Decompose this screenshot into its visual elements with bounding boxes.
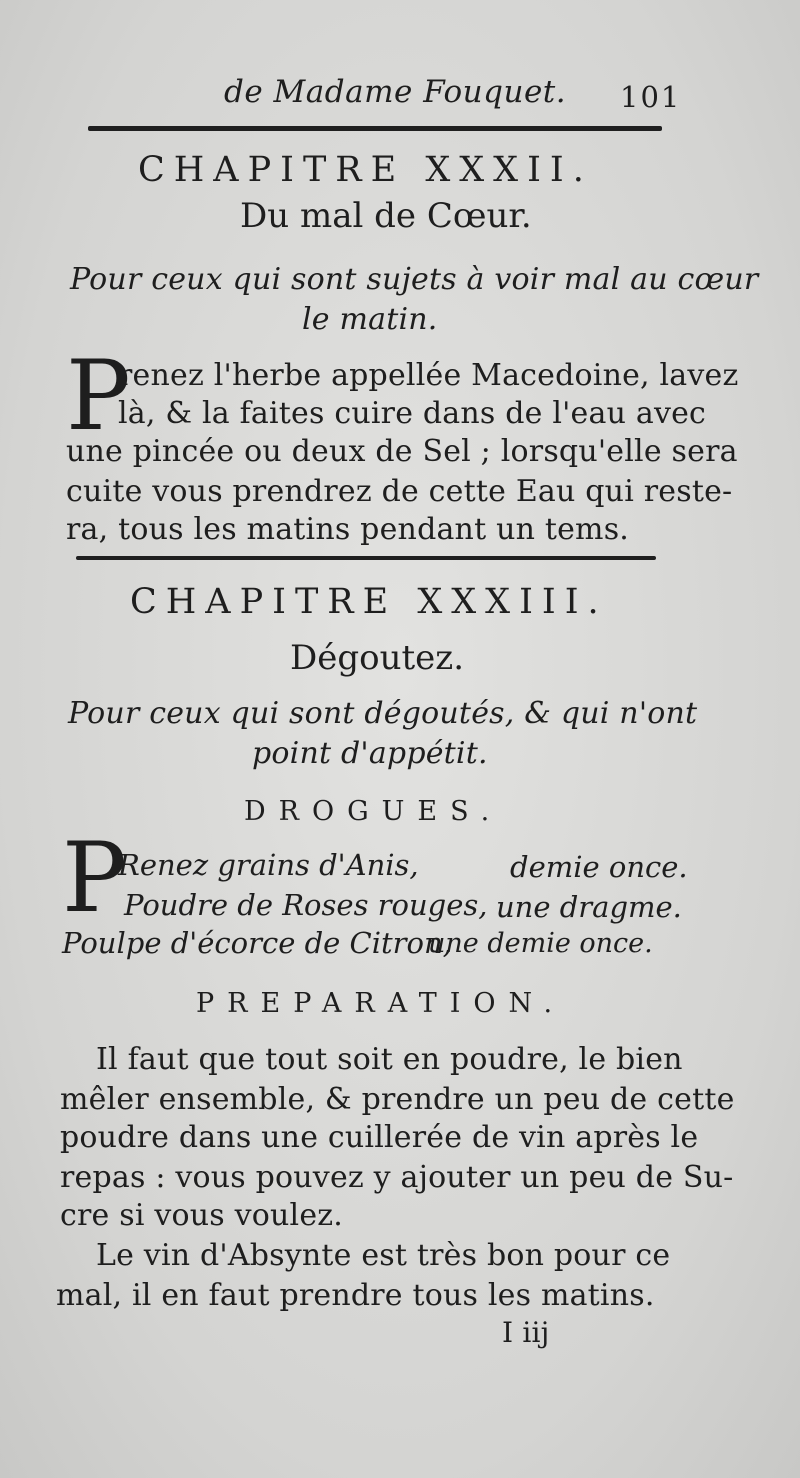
chapter-32-body-line-1: renez l'herbe appellée Macedoine, lavez	[118, 358, 739, 393]
chapter-32-body-line-3: une pincée ou deux de Sel ; lorsqu'elle sera	[66, 434, 738, 469]
drug-name-2: Poudre de Roses rouges,	[124, 888, 488, 922]
preparation-line-3: poudre dans une cuillerée de vin après le	[60, 1120, 699, 1155]
preparation-heading: PREPARATION.	[196, 988, 566, 1019]
chapter-32-body-line-2: là, & la faites cuire dans de l'eau avec	[118, 396, 707, 431]
chapter-33-subtitle: Dégoutez.	[290, 638, 465, 678]
drug-quantity-2: une dragme.	[496, 890, 682, 924]
chapter-32-body-line-5: ra, tous les matins pendant un tems.	[66, 512, 630, 547]
signature-mark: I iij	[502, 1316, 550, 1349]
chapter-33-drop-cap: P	[62, 822, 127, 934]
chapter-32-title: CHAPITRE XXXII.	[138, 150, 593, 190]
chapter-32-rubric-line-1: Pour ceux qui sont sujets à voir mal au cœur	[70, 262, 759, 297]
chapter-33-rubric-line-1: Pour ceux qui sont dégoutés, & qui n'ont	[68, 696, 698, 731]
drug-quantity-1: demie once.	[510, 850, 688, 884]
preparation-line-4: repas : vous pouvez y ajouter un peu de Su-	[60, 1160, 734, 1195]
absinthe-line-1: Le vin d'Absynte est très bon pour ce	[96, 1238, 671, 1273]
chapter-32-rubric-line-2: le matin.	[302, 302, 438, 337]
drug-quantity-3: une demie once.	[428, 928, 653, 959]
chapter-divider-rule	[76, 556, 656, 560]
preparation-line-2: mêler ensemble, & prendre un peu de cette	[60, 1082, 735, 1117]
chapter-33-title: CHAPITRE XXXIII.	[130, 582, 608, 622]
drug-name-1: Renez grains d'Anis,	[118, 848, 419, 882]
preparation-line-5: cre si vous voulez.	[60, 1198, 344, 1233]
preparation-line-1: Il faut que tout soit en poudre, le bien	[96, 1042, 683, 1077]
chapter-32-body-line-4: cuite vous prendrez de cette Eau qui reste-	[66, 474, 733, 509]
chapter-32-subtitle: Du mal de Cœur.	[240, 196, 532, 236]
header-rule	[88, 126, 662, 131]
page-number: 101	[620, 80, 682, 114]
running-title: de Madame Fouquet.	[224, 74, 567, 110]
drugs-heading: DROGUES.	[244, 796, 503, 827]
chapter-33-rubric-line-2: point d'appétit.	[252, 736, 488, 771]
absinthe-line-2: mal, il en faut prendre tous les matins.	[56, 1278, 655, 1313]
drug-name-3: Poulpe d'écorce de Citron,	[62, 926, 452, 960]
chapter-32-drop-cap: P	[66, 340, 131, 452]
